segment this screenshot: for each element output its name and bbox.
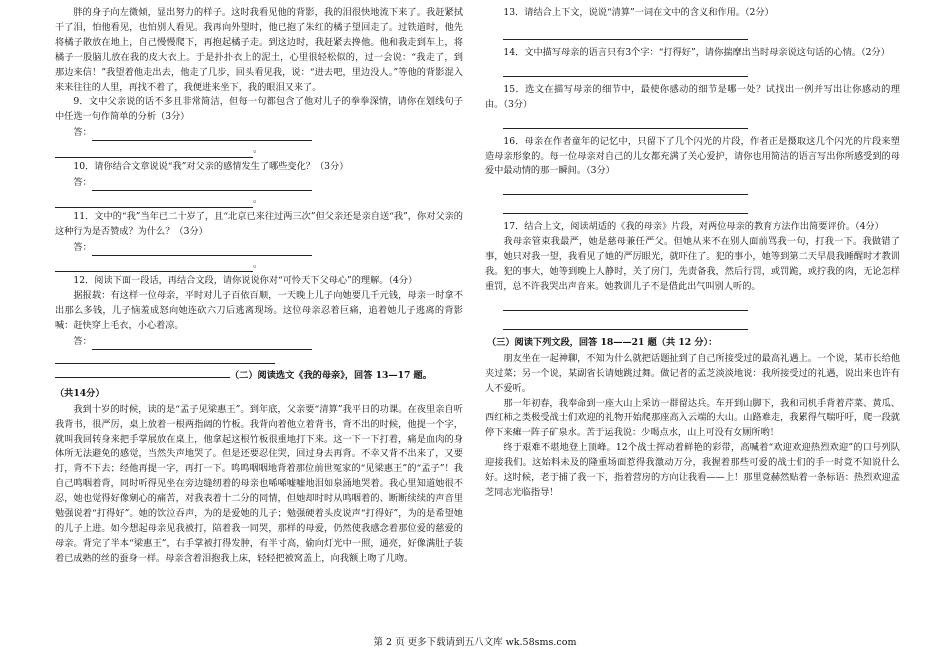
question-9: 9．文中父亲说的话不多且非常简洁，但每一句都包含了他对儿子的拳拳深情，请你在划线句子中任选一句作简单的分析（3分）	[55, 96, 463, 123]
right-column	[485, 6, 900, 501]
answer-period: 。	[253, 193, 263, 205]
passage-p3: 终于艰难不堪地登上顶峰。12个战士挥动着鲜艳的彩带，高喊着“欢迎欢迎热烈欢迎”的口号列队迎接我们。这始料未及的隆重场面惹得我激动万分，我握着那些可爱的战士们的手一时竟不知说什么好。这时候，老于捕了我一下，指着营房的方向让我看——上！那里竟赫然贴着一条标语：热烈欢迎孟芝同志光临指导！	[485, 442, 900, 498]
answer-line-17a[interactable]	[503, 298, 748, 311]
answer-underline	[92, 129, 312, 141]
answer-underline	[55, 352, 275, 364]
question-13: 13．请结合上下文，说说“清算”一词在文中的含义和作用。（2分）	[503, 7, 774, 18]
passage-p1: 朋友坐在一起神聊，不知为什么就把话题扯到了自己所接受过的最高礼遇上。一个说，某市长给他夹过菜；另一个说，某副省长请她跳过舞。做记者的孟芝淡淡地说：我所接受过的礼遇，说出来也许有人不爱听。	[485, 352, 900, 394]
answer-period: 。	[253, 144, 263, 156]
answer-line-11a[interactable]	[55, 241, 463, 256]
question-14: 14．文中描写母亲的语言只有3个字：“打得好”，请你揣摩出当时母亲说这句话的心情。（2分）	[503, 46, 890, 58]
answer-line-12a[interactable]	[55, 335, 463, 350]
answer-line-16b[interactable]	[503, 201, 748, 214]
passage-my-mother: 我到十岁的时候，读的是“孟子见梁惠王”。到年底，父亲要“清算”我平日的功课。在夜里亲自听我背书，很严厉，桌上放着一根两指阔的竹板。我背向着他立着背书，背不出的时候，他提一个字，就叫我回转身来把手掌展放在桌上，他拿起这根竹板很重地打下来。这一下一下打着，痛是血肉的身体所无法避免的感觉，当然失声地哭了。但是还要忍住哭，回过身去再背。不幸又背不出来了，又要打，背不下去；经他再提一字，再打一下。鸣鸣咽咽地背着那位前世冤家的“见梁惠王”的“孟子”！我自己鸣咽着背，同时听得见坐在旁边缝纫着的母亲也唏唏嘘嘘地泪如泉涌地哭着。我心里知道她很不忍，她也觉得好像剜心的痛苦，对我表着十二分的同情，但她却时时从鸣咽着的、断断续续的声音里勉强说着“打得好”。她的饮泣吞声，为的是爱她的儿子；勉强硬着头皮说声“打得好”，为的是希望她的儿子上进。如今想起母亲见我被打，陪着我一同哭，那样的母爱，仍然使我感念着那位爱的慈爱的母亲。背完了半本“梁惠王”，右手掌被打得发肿，有半寸高，偷向灯光中一照，通亮，好像满肚子装着已成熟的丝的蚕身一样。母亲含着泪抱我上床，轻轻把被窝盖上，向我额上吻了几吻。	[55, 403, 463, 564]
passage-father-back: 胖的身子向左微倾，显出努力的样子。这时我看见他的背影，我的泪很快地流下来了。我赶紧拭干了泪，怕他看见，也怕别人看见。我再向外望时，他已抱了朱红的橘子望回走了。过铁道时，他先将橘子散放在地上，自己慢慢爬下，再抱起橘子走。到这边时，我赶紧去搀他。他和我走到车上，将橘子一股脑儿放在我的皮大衣上。于是扑扑衣上的泥土，心里很轻松似的，过一会说：“我走了，到那边来信！”我望着他走出去，他走了几步，回头看见我，说：“进去吧，里边没人。”等他的背影混入来来往往的人里，再找不着了，我便进来坐下，我的眼泪又来了。	[55, 7, 463, 93]
section-2-score: （共14分）	[55, 387, 105, 399]
answer-line-9a[interactable]	[55, 126, 463, 141]
heading-leader-line	[55, 367, 230, 378]
answer-period: 。	[253, 258, 263, 270]
answer-underline	[92, 244, 312, 256]
question-10: 10．请你结合文章说说“我”对父亲的感情发生了哪些变化？（3分）	[73, 161, 349, 173]
question-12-news: 据报载：有这样一位母亲，平时对儿子百依百顺，一天晚上儿子向她要几千元钱，母亲一时拿不出那么多钱，儿子恼羞成怒向她连砍六刀后逃离现场。这位母亲忍着巨痛，追着她儿子逃离的背影喊：赶快穿上毛衣，小心着凉。	[55, 290, 463, 332]
answer-line-9b[interactable]	[55, 143, 463, 158]
section-3-heading: （三）阅读下列文段，回答 18——21 题（共 12 分）：	[487, 336, 718, 348]
question-17-passage: 我母亲管束我最严，她是慈母兼任严父。但她从来不在别人面前骂我一句，打我一下。我做错了事，她只对我一望，我看见了她的严厉眼光，就吓住了。犯的事小，她等到第二天早晨我睡醒时才教训我。犯的事大，她等到晚上人静时，关了房门，先责备我，然后行罚，或罚跪，或拧我的肉，无论怎样重罚，总不许我哭出声音来。她教训儿子不是借此出气叫别人听的。	[485, 236, 900, 292]
answer-line-12b[interactable]	[55, 352, 463, 364]
answer-line-10b[interactable]	[55, 193, 463, 208]
answer-label: 答：	[73, 127, 92, 139]
answer-line-10a[interactable]	[55, 176, 463, 191]
answer-underline	[55, 260, 253, 272]
answer-line-11b[interactable]	[55, 258, 463, 273]
answer-line-14[interactable]	[503, 64, 748, 77]
answer-line-16a[interactable]	[503, 182, 748, 195]
question-11: 11．文中的“我”当年已二十岁了，且“北京已来往过两三次”但父亲还是亲自送“我”，你对父亲的这种行为是否赞成？为什么？（3分）	[55, 210, 463, 237]
answer-line-15[interactable]	[503, 116, 748, 129]
passage-p2: 那一年初春，我奉命到一座大山上采访一群留达兵。车开到山脚下，我和司机手背着芹菜、黄瓜、西红柿之类极受战士们欢迎的礼物开始爬那座高入云端的大山。山路难走，我累得气喘吁吁，爬一段就停下来瘫一阵子矿泉水。苦于运我说：少喝点水，山上可没有女厕所哟！	[485, 397, 900, 439]
question-12: 12．阅读下面一段话，再结合文段，请你说说你对“可怜天下父母心”的理解。（4分）	[73, 275, 418, 287]
answer-label: 答：	[73, 176, 92, 188]
answer-line-13[interactable]	[503, 27, 748, 40]
section-2-title: （二）阅读选文《我的母亲》，回答 13—17 题。	[230, 369, 432, 381]
answer-underline	[92, 338, 312, 350]
answer-label: 答：	[73, 336, 92, 348]
section-2-heading	[55, 367, 463, 384]
page-footer: 第 2 页 更多下载请到五八文库 wk.58sms.com	[373, 637, 577, 648]
answer-underline	[55, 146, 253, 158]
answer-label: 答：	[73, 241, 92, 253]
answer-line-17b[interactable]	[503, 317, 748, 330]
question-15: 15．选文在描写母亲的细节中，最使你感动的细节是哪一处？试找出一例并写出让你感动的理由。（3分）	[485, 83, 900, 110]
left-column	[55, 6, 463, 567]
question-16: 16．母亲在作者童年的记忆中，只留下了几个闪光的片段，作者正是摄取这几个闪光的片段来塑造母亲形象的。每一位母亲对自己的儿女都充满了关心爱护，请你也用简洁的语言写出你所感受到的母爱中最动情的那一瞬间。（3分）	[485, 135, 900, 177]
answer-underline	[55, 196, 253, 208]
answer-underline	[92, 179, 312, 191]
question-17: 17．结合上文，阅读胡适的《我的母亲》片段，对两位母亲的教育方法作出简要评价。（4分）	[503, 221, 884, 233]
